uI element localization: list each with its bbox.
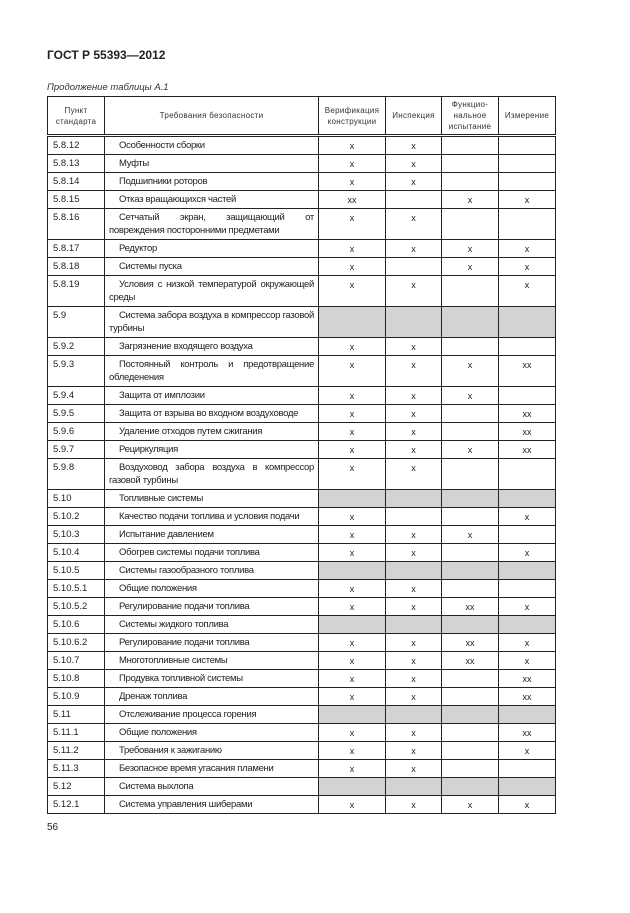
design-verification-mark: xx bbox=[319, 191, 386, 209]
measurement-mark: x bbox=[499, 796, 556, 814]
functional-test-mark bbox=[442, 724, 499, 742]
measurement-mark: x bbox=[499, 652, 556, 670]
table-row bbox=[48, 670, 556, 688]
section-shaded-cell bbox=[499, 778, 556, 796]
header-requirements: Требования безопасности bbox=[105, 97, 319, 136]
section-shaded-cell bbox=[386, 490, 442, 508]
section-shaded-cell bbox=[442, 706, 499, 724]
functional-test-mark bbox=[442, 508, 499, 526]
functional-test-mark: x bbox=[442, 796, 499, 814]
measurement-mark bbox=[499, 136, 556, 155]
requirement-text: Постоянный контроль и предотвращение обледенения bbox=[105, 356, 319, 387]
measurement-mark: x bbox=[499, 191, 556, 209]
clause-number: 5.10.2 bbox=[48, 508, 105, 526]
section-shaded-cell bbox=[442, 778, 499, 796]
section-shaded-cell bbox=[442, 490, 499, 508]
clause-number: 5.10.5 bbox=[48, 562, 105, 580]
design-verification-mark: x bbox=[319, 508, 386, 526]
inspection-mark: x bbox=[386, 209, 442, 240]
inspection-mark: x bbox=[386, 276, 442, 307]
table-row bbox=[48, 258, 556, 276]
table-row bbox=[48, 209, 556, 240]
measurement-mark bbox=[499, 459, 556, 490]
design-verification-mark: x bbox=[319, 441, 386, 459]
clause-number: 5.10.4 bbox=[48, 544, 105, 562]
requirement-text: Обогрев системы подачи топлива bbox=[105, 544, 319, 562]
page-number: 56 bbox=[47, 822, 59, 833]
measurement-mark: x bbox=[499, 240, 556, 258]
section-shaded-cell bbox=[499, 307, 556, 338]
table-row bbox=[48, 526, 556, 544]
clause-number: 5.8.15 bbox=[48, 191, 105, 209]
requirement-text: Общие положения bbox=[105, 580, 319, 598]
inspection-mark: x bbox=[386, 459, 442, 490]
measurement-mark: xx bbox=[499, 405, 556, 423]
table-row bbox=[48, 307, 556, 338]
table-row bbox=[48, 508, 556, 526]
clause-number: 5.9.4 bbox=[48, 387, 105, 405]
table-row bbox=[48, 173, 556, 191]
section-shaded-cell bbox=[319, 616, 386, 634]
inspection-mark: x bbox=[386, 742, 442, 760]
clause-number: 5.12 bbox=[48, 778, 105, 796]
inspection-mark: x bbox=[386, 652, 442, 670]
design-verification-mark: x bbox=[319, 155, 386, 173]
clause-number: 5.10.5.1 bbox=[48, 580, 105, 598]
requirement-text: Загрязнение входящего воздуха bbox=[105, 338, 319, 356]
clause-number: 5.9.2 bbox=[48, 338, 105, 356]
clause-number: 5.9.5 bbox=[48, 405, 105, 423]
design-verification-mark: x bbox=[319, 598, 386, 616]
clause-number: 5.10.6.2 bbox=[48, 634, 105, 652]
clause-number: 5.10.5.2 bbox=[48, 598, 105, 616]
requirement-text: Топливные системы bbox=[105, 490, 319, 508]
table-row bbox=[48, 580, 556, 598]
clause-number: 5.10.9 bbox=[48, 688, 105, 706]
clause-number: 5.11 bbox=[48, 706, 105, 724]
section-shaded-cell bbox=[442, 562, 499, 580]
clause-number: 5.10.3 bbox=[48, 526, 105, 544]
functional-test-mark: xx bbox=[442, 634, 499, 652]
table-row bbox=[48, 387, 556, 405]
design-verification-mark: x bbox=[319, 634, 386, 652]
measurement-mark bbox=[499, 526, 556, 544]
table-row bbox=[48, 338, 556, 356]
requirement-text: Муфты bbox=[105, 155, 319, 173]
design-verification-mark: x bbox=[319, 742, 386, 760]
functional-test-mark bbox=[442, 580, 499, 598]
table-row bbox=[48, 490, 556, 508]
functional-test-mark: x bbox=[442, 258, 499, 276]
requirement-text: Сетчатый экран, защищающий от повреждения посторонними предметами bbox=[105, 209, 319, 240]
inspection-mark: x bbox=[386, 356, 442, 387]
measurement-mark: xx bbox=[499, 724, 556, 742]
design-verification-mark: x bbox=[319, 544, 386, 562]
design-verification-mark: x bbox=[319, 405, 386, 423]
design-verification-mark: x bbox=[319, 423, 386, 441]
inspection-mark: x bbox=[386, 240, 442, 258]
design-verification-mark: x bbox=[319, 356, 386, 387]
table-row bbox=[48, 634, 556, 652]
clause-number: 5.9 bbox=[48, 307, 105, 338]
inspection-mark: x bbox=[386, 387, 442, 405]
measurement-mark: x bbox=[499, 508, 556, 526]
design-verification-mark: x bbox=[319, 688, 386, 706]
inspection-mark: x bbox=[386, 155, 442, 173]
measurement-mark: x bbox=[499, 276, 556, 307]
inspection-mark: x bbox=[386, 670, 442, 688]
functional-test-mark: x bbox=[442, 191, 499, 209]
design-verification-mark: x bbox=[319, 136, 386, 155]
inspection-mark: x bbox=[386, 338, 442, 356]
table-row bbox=[48, 706, 556, 724]
functional-test-mark bbox=[442, 338, 499, 356]
inspection-mark: x bbox=[386, 405, 442, 423]
inspection-mark: x bbox=[386, 423, 442, 441]
inspection-mark: x bbox=[386, 580, 442, 598]
functional-test-mark bbox=[442, 544, 499, 562]
clause-number: 5.10 bbox=[48, 490, 105, 508]
table-row bbox=[48, 742, 556, 760]
measurement-mark: x bbox=[499, 742, 556, 760]
requirement-text: Качество подачи топлива и условия подачи bbox=[105, 508, 319, 526]
clause-number: 5.8.13 bbox=[48, 155, 105, 173]
design-verification-mark: x bbox=[319, 796, 386, 814]
section-shaded-cell bbox=[319, 778, 386, 796]
design-verification-mark: x bbox=[319, 580, 386, 598]
section-shaded-cell bbox=[319, 490, 386, 508]
inspection-mark: x bbox=[386, 724, 442, 742]
measurement-mark bbox=[499, 173, 556, 191]
clause-number: 5.9.7 bbox=[48, 441, 105, 459]
inspection-mark bbox=[386, 508, 442, 526]
table-row bbox=[48, 760, 556, 778]
design-verification-mark: x bbox=[319, 258, 386, 276]
requirement-text: Регулирование подачи топлива bbox=[105, 634, 319, 652]
requirement-text: Системы пуска bbox=[105, 258, 319, 276]
requirement-text: Отслеживание процесса горения bbox=[105, 706, 319, 724]
measurement-mark: x bbox=[499, 598, 556, 616]
inspection-mark: x bbox=[386, 544, 442, 562]
measurement-mark bbox=[499, 338, 556, 356]
header-design-verification: Верификация конструкции bbox=[319, 97, 386, 136]
requirement-text: Дренаж топлива bbox=[105, 688, 319, 706]
table-row bbox=[48, 598, 556, 616]
table-caption: Продолжение таблицы А.1 bbox=[47, 82, 169, 93]
table-row bbox=[48, 652, 556, 670]
table-row bbox=[48, 136, 556, 155]
table-header-row bbox=[48, 97, 556, 136]
design-verification-mark: x bbox=[319, 526, 386, 544]
clause-number: 5.8.12 bbox=[48, 136, 105, 155]
requirement-text: Условия с низкой температурой окружающей среды bbox=[105, 276, 319, 307]
section-shaded-cell bbox=[319, 307, 386, 338]
inspection-mark: x bbox=[386, 598, 442, 616]
design-verification-mark: x bbox=[319, 209, 386, 240]
header-measurement: Измерение bbox=[499, 97, 556, 136]
measurement-mark: x bbox=[499, 634, 556, 652]
measurement-mark bbox=[499, 155, 556, 173]
design-verification-mark: x bbox=[319, 670, 386, 688]
clause-number: 5.10.8 bbox=[48, 670, 105, 688]
clause-number: 5.9.6 bbox=[48, 423, 105, 441]
requirement-text: Система выхлопа bbox=[105, 778, 319, 796]
requirements-table bbox=[47, 96, 556, 814]
requirement-text: Подшипники роторов bbox=[105, 173, 319, 191]
functional-test-mark bbox=[442, 742, 499, 760]
requirement-text: Удаление отходов путем сжигания bbox=[105, 423, 319, 441]
table-row bbox=[48, 796, 556, 814]
functional-test-mark bbox=[442, 760, 499, 778]
section-shaded-cell bbox=[499, 562, 556, 580]
table-row bbox=[48, 544, 556, 562]
measurement-mark: xx bbox=[499, 670, 556, 688]
requirement-text: Защита от взрыва во входном воздуховоде bbox=[105, 405, 319, 423]
measurement-mark: xx bbox=[499, 356, 556, 387]
requirement-text: Продувка топливной системы bbox=[105, 670, 319, 688]
functional-test-mark: x bbox=[442, 441, 499, 459]
table-row bbox=[48, 423, 556, 441]
section-shaded-cell bbox=[386, 616, 442, 634]
requirement-text: Система управления шиберами bbox=[105, 796, 319, 814]
functional-test-mark bbox=[442, 423, 499, 441]
clause-number: 5.11.3 bbox=[48, 760, 105, 778]
measurement-mark bbox=[499, 760, 556, 778]
section-shaded-cell bbox=[386, 562, 442, 580]
header-clause: Пункт стандарта bbox=[48, 97, 105, 136]
requirement-text: Испытание давлением bbox=[105, 526, 319, 544]
inspection-mark: x bbox=[386, 136, 442, 155]
table-row bbox=[48, 191, 556, 209]
table-row bbox=[48, 778, 556, 796]
measurement-mark: x bbox=[499, 544, 556, 562]
design-verification-mark: x bbox=[319, 240, 386, 258]
design-verification-mark: x bbox=[319, 276, 386, 307]
requirement-text: Рециркуляция bbox=[105, 441, 319, 459]
document-id: ГОСТ Р 55393—2012 bbox=[47, 48, 166, 62]
table-row bbox=[48, 155, 556, 173]
section-shaded-cell bbox=[499, 706, 556, 724]
requirement-text: Редуктор bbox=[105, 240, 319, 258]
clause-number: 5.8.16 bbox=[48, 209, 105, 240]
functional-test-mark bbox=[442, 136, 499, 155]
functional-test-mark bbox=[442, 405, 499, 423]
table-row bbox=[48, 688, 556, 706]
requirement-text: Требования к зажиганию bbox=[105, 742, 319, 760]
clause-number: 5.12.1 bbox=[48, 796, 105, 814]
design-verification-mark: x bbox=[319, 760, 386, 778]
requirement-text: Безопасное время угасания пламени bbox=[105, 760, 319, 778]
clause-number: 5.8.14 bbox=[48, 173, 105, 191]
functional-test-mark: x bbox=[442, 387, 499, 405]
inspection-mark: x bbox=[386, 796, 442, 814]
measurement-mark: xx bbox=[499, 688, 556, 706]
measurement-mark bbox=[499, 580, 556, 598]
requirement-text: Системы жидкого топлива bbox=[105, 616, 319, 634]
functional-test-mark bbox=[442, 688, 499, 706]
functional-test-mark bbox=[442, 276, 499, 307]
functional-test-mark bbox=[442, 209, 499, 240]
requirement-text: Многотопливные системы bbox=[105, 652, 319, 670]
section-shaded-cell bbox=[499, 616, 556, 634]
inspection-mark: x bbox=[386, 441, 442, 459]
inspection-mark bbox=[386, 191, 442, 209]
inspection-mark: x bbox=[386, 760, 442, 778]
table-row bbox=[48, 562, 556, 580]
measurement-mark bbox=[499, 209, 556, 240]
design-verification-mark: x bbox=[319, 387, 386, 405]
inspection-mark: x bbox=[386, 526, 442, 544]
header-inspection: Инспекция bbox=[386, 97, 442, 136]
table-row bbox=[48, 724, 556, 742]
functional-test-mark bbox=[442, 155, 499, 173]
section-shaded-cell bbox=[499, 490, 556, 508]
table-row bbox=[48, 356, 556, 387]
design-verification-mark: x bbox=[319, 652, 386, 670]
measurement-mark: xx bbox=[499, 441, 556, 459]
requirement-text: Общие положения bbox=[105, 724, 319, 742]
requirement-text: Особенности сборки bbox=[105, 136, 319, 155]
clause-number: 5.8.19 bbox=[48, 276, 105, 307]
functional-test-mark: x bbox=[442, 526, 499, 544]
table-row bbox=[48, 616, 556, 634]
functional-test-mark: x bbox=[442, 240, 499, 258]
table-row bbox=[48, 405, 556, 423]
section-shaded-cell bbox=[319, 562, 386, 580]
design-verification-mark: x bbox=[319, 724, 386, 742]
header-functional-test: Функцио-нальное испытание bbox=[442, 97, 499, 136]
section-shaded-cell bbox=[386, 307, 442, 338]
inspection-mark bbox=[386, 258, 442, 276]
section-shaded-cell bbox=[386, 706, 442, 724]
clause-number: 5.9.8 bbox=[48, 459, 105, 490]
clause-number: 5.11.2 bbox=[48, 742, 105, 760]
functional-test-mark bbox=[442, 670, 499, 688]
requirement-text: Регулирование подачи топлива bbox=[105, 598, 319, 616]
section-shaded-cell bbox=[442, 616, 499, 634]
clause-number: 5.10.6 bbox=[48, 616, 105, 634]
design-verification-mark: x bbox=[319, 173, 386, 191]
functional-test-mark: xx bbox=[442, 598, 499, 616]
section-shaded-cell bbox=[386, 778, 442, 796]
measurement-mark bbox=[499, 387, 556, 405]
section-shaded-cell bbox=[319, 706, 386, 724]
requirement-text: Система забора воздуха в компрессор газовой турбины bbox=[105, 307, 319, 338]
design-verification-mark: x bbox=[319, 338, 386, 356]
requirement-text: Системы газообразного топлива bbox=[105, 562, 319, 580]
table-row bbox=[48, 276, 556, 307]
clause-number: 5.9.3 bbox=[48, 356, 105, 387]
design-verification-mark: x bbox=[319, 459, 386, 490]
requirement-text: Защита от имплозии bbox=[105, 387, 319, 405]
inspection-mark: x bbox=[386, 688, 442, 706]
measurement-mark: x bbox=[499, 258, 556, 276]
measurement-mark: xx bbox=[499, 423, 556, 441]
clause-number: 5.11.1 bbox=[48, 724, 105, 742]
table-row bbox=[48, 240, 556, 258]
requirement-text: Воздуховод забора воздуха в компрессор газовой турбины bbox=[105, 459, 319, 490]
functional-test-mark bbox=[442, 173, 499, 191]
clause-number: 5.8.17 bbox=[48, 240, 105, 258]
clause-number: 5.8.18 bbox=[48, 258, 105, 276]
inspection-mark: x bbox=[386, 634, 442, 652]
inspection-mark: x bbox=[386, 173, 442, 191]
functional-test-mark: xx bbox=[442, 652, 499, 670]
functional-test-mark bbox=[442, 459, 499, 490]
section-shaded-cell bbox=[442, 307, 499, 338]
functional-test-mark: x bbox=[442, 356, 499, 387]
requirement-text: Отказ вращающихся частей bbox=[105, 191, 319, 209]
clause-number: 5.10.7 bbox=[48, 652, 105, 670]
table-row bbox=[48, 441, 556, 459]
table-row bbox=[48, 459, 556, 490]
